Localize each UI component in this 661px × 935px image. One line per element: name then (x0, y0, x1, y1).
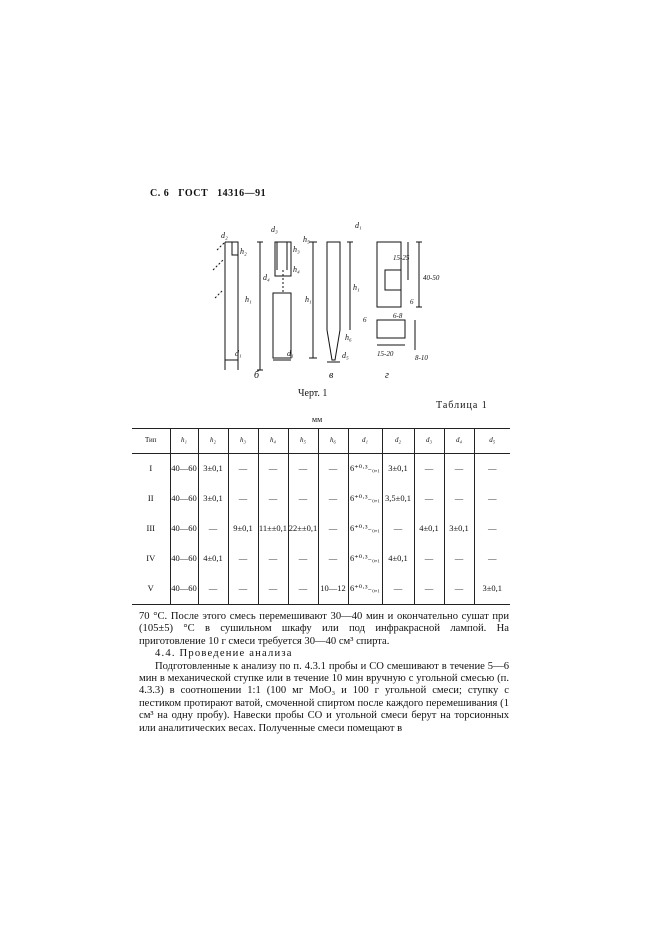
header-h4: h₄ (258, 429, 288, 454)
cell: — (474, 544, 510, 574)
electrode-c (327, 242, 340, 360)
label-h1-a: h₁ (245, 295, 252, 304)
cell: — (414, 544, 444, 574)
cell: 3±0,1 (474, 574, 510, 605)
header-d2: d₂ (382, 429, 414, 454)
dim-8-10: 8-10 (415, 354, 428, 362)
dim-6-a: 6 (410, 298, 414, 306)
table-unit: мм (312, 415, 323, 424)
label-d2: d₂ (221, 231, 228, 240)
label-d3: d₃ (271, 225, 278, 234)
section-heading: 4.4. Проведение анализа (155, 648, 293, 660)
cell: — (414, 574, 444, 605)
label-h1-c: h₁ (353, 283, 360, 292)
cell: 40—60 (170, 544, 198, 574)
table-header-row (132, 429, 510, 454)
dim-15-25: 15-25 (393, 254, 410, 262)
cell: — (288, 574, 318, 605)
doc-number: 14316—91 (217, 188, 267, 199)
label-h6: h₆ (345, 333, 352, 342)
header-h1: h₁ (170, 429, 198, 454)
sub-b: б (254, 370, 260, 381)
figure-caption: Черт. 1 (298, 388, 328, 399)
cell: — (258, 574, 288, 605)
header-h6: h₆ (318, 429, 348, 454)
page-number: С. 6 (150, 188, 170, 199)
cell: — (444, 574, 474, 605)
dim-15-20: 15-20 (377, 350, 394, 358)
electrode-dimensions-table (132, 428, 510, 605)
cell: 22±±0,1 (288, 514, 318, 544)
cell: — (288, 484, 318, 514)
header-d4: d₄ (444, 429, 474, 454)
cell: 6⁺⁰·³₋₀,₁ (348, 484, 382, 514)
dim-6-b: 6 (363, 316, 367, 324)
cell: 3±0,1 (444, 514, 474, 544)
header-h5: h₅ (288, 429, 318, 454)
label-h4: h₄ (293, 265, 300, 274)
cell: — (318, 544, 348, 574)
cell: — (258, 454, 288, 485)
cell: 4±0,1 (198, 544, 228, 574)
cell: — (258, 484, 288, 514)
table-row (132, 544, 510, 574)
cell: — (474, 484, 510, 514)
cell: 3±0,1 (198, 484, 228, 514)
label-h3: h₃ (293, 245, 300, 254)
electrode-b (273, 242, 291, 358)
cell: 3,5±0,1 (382, 484, 414, 514)
table-row (132, 514, 510, 544)
cell: 3±0,1 (198, 454, 228, 485)
header-d3: d₃ (414, 429, 444, 454)
cell: — (444, 544, 474, 574)
label-h2: h₂ (240, 247, 247, 256)
cell: 10—12 (318, 574, 348, 605)
cell: — (228, 484, 258, 514)
sub-g: г (385, 370, 389, 381)
cell: — (288, 454, 318, 485)
cell: I (132, 454, 170, 485)
body-text (139, 611, 509, 735)
cell: — (228, 454, 258, 485)
doc-type: ГОСТ (178, 188, 209, 199)
cell: 4±0,1 (382, 544, 414, 574)
cell: II (132, 484, 170, 514)
cell: 40—60 (170, 454, 198, 485)
cell: — (288, 544, 318, 574)
electrode-drawing (205, 210, 445, 390)
cell: IV (132, 544, 170, 574)
table-caption: Таблица 1 (436, 400, 488, 411)
label-d1-a: d₁ (235, 349, 242, 358)
cell: III (132, 514, 170, 544)
header-d5: d₅ (474, 429, 510, 454)
cell: — (414, 484, 444, 514)
cell: — (228, 574, 258, 605)
table-row (132, 484, 510, 514)
cell: — (318, 454, 348, 485)
label-d4: d₄ (263, 273, 270, 282)
paragraph: Подготовленные к анализу по п. 4.3.1 пробы и СО смешивают в течение 5—6 мин в механической ступке или в течение 10 мин вручную с угольной смесью (п. 4.3.3) в соотношении 1:1 (100 мг MoO₃ и 100 г угольной смеси; ступку с пестиком протирают ватой, смоченной спиртом после каждого перемешивания (1 см³ на одну пробу). Навески пробы СО и угольной смеси берут на торсионных или аналитических весах. Полученные смеси помещают в (139, 660, 509, 734)
header-h3: h₃ (228, 429, 258, 454)
cell: 6⁺⁰·³₋₀,₁ (348, 574, 382, 605)
header-d1: d₁ (348, 429, 382, 454)
cell: 6⁺⁰·³₋₀,₁ (348, 514, 382, 544)
table-row (132, 574, 510, 605)
cell: — (414, 454, 444, 485)
cell: — (198, 574, 228, 605)
label-d1-b: d₁ (287, 349, 294, 358)
paragraph: 70 °С. После этого смесь перемешивают 30—40 мин и окончательно сушат при (105±5) °С в сушильном шкафу или под инфракрасной лампой. На приготовление 10 г смеси требуется 30—40 см³ спирта. (139, 611, 509, 647)
cell: — (444, 484, 474, 514)
cell: — (474, 454, 510, 485)
cell: — (382, 574, 414, 605)
label-h1-b: h₁ (305, 295, 312, 304)
cell: 40—60 (170, 574, 198, 605)
cell: — (318, 484, 348, 514)
header-type: Тип (132, 429, 170, 454)
table-row (132, 454, 510, 485)
cell: 3±0,1 (382, 454, 414, 485)
cell: 6⁺⁰·³₋₀,₁ (348, 544, 382, 574)
cell: — (318, 514, 348, 544)
cell: — (198, 514, 228, 544)
cell: 40—60 (170, 514, 198, 544)
cell: 4±0,1 (414, 514, 444, 544)
dim-40-50: 40-50 (423, 274, 440, 282)
label-h5: h₅ (303, 235, 310, 244)
cell: 11±±0,1 (258, 514, 288, 544)
cell: 40—60 (170, 484, 198, 514)
sub-v: в (329, 370, 334, 381)
cell: 9±0,1 (228, 514, 258, 544)
dim-6-8: 6-8 (393, 312, 403, 320)
header-h2: h₂ (198, 429, 228, 454)
cell: — (258, 544, 288, 574)
label-d5: d₅ (342, 351, 349, 360)
page-header (150, 188, 272, 199)
cell: — (444, 454, 474, 485)
cell: 6⁺⁰·³₋₀,₁ (348, 454, 382, 485)
cell: — (474, 514, 510, 544)
cell: — (382, 514, 414, 544)
cell: V (132, 574, 170, 605)
cell: — (228, 544, 258, 574)
label-d1-top: d₁ (355, 221, 362, 230)
